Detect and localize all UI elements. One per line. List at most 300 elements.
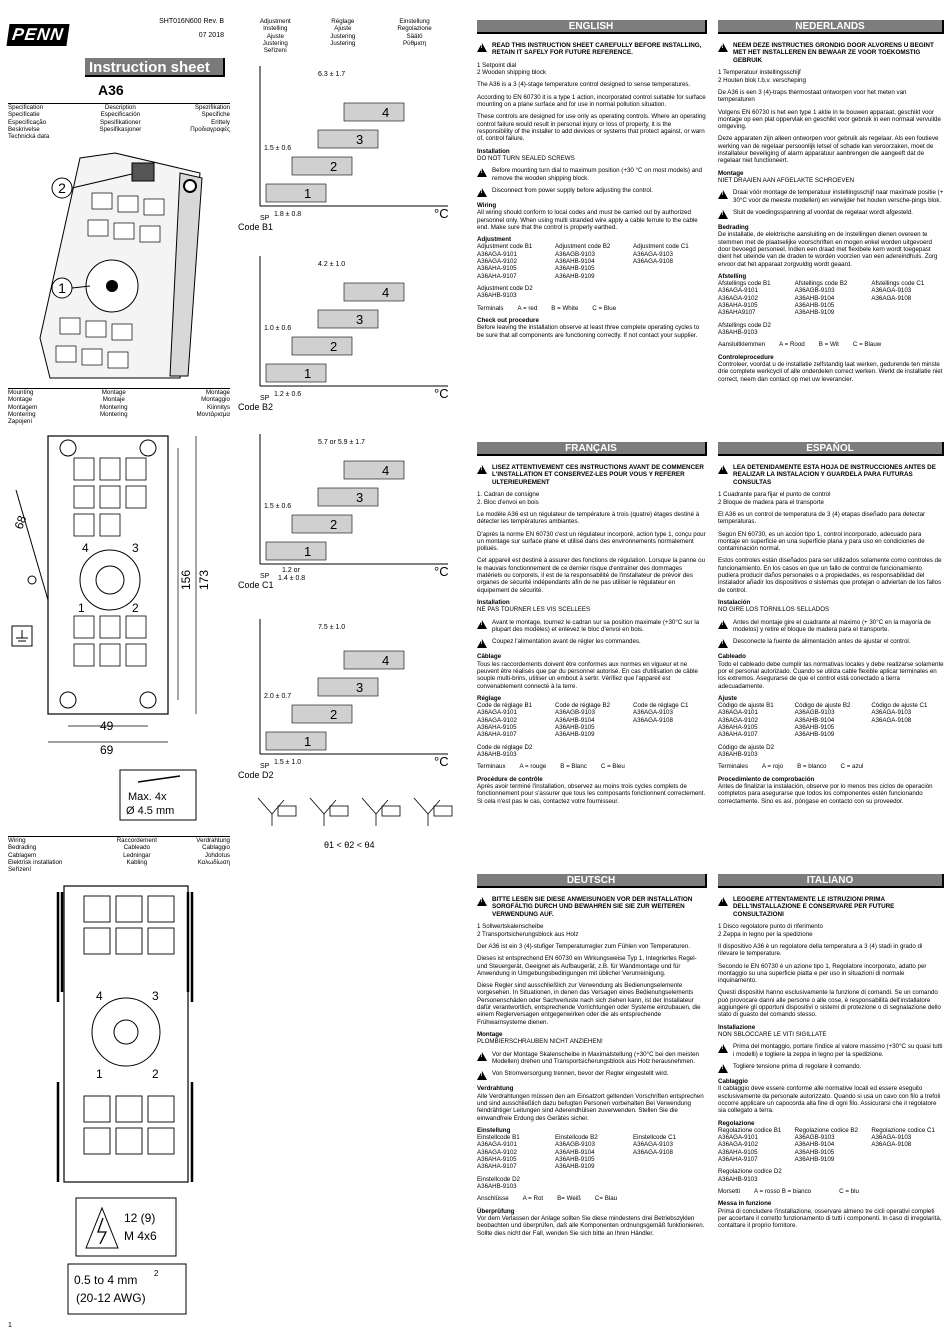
terminal-label: Terminales bbox=[718, 763, 748, 771]
caution-block bbox=[477, 187, 707, 197]
adjustment-code-column bbox=[871, 1127, 944, 1164]
description-paragraph: According to EN 60730 it is a type 1 action, incorporated control suitable for surface mounting on a plane surface and for use in normal pollution situation. bbox=[477, 93, 706, 109]
spec-label: Technická data bbox=[8, 133, 50, 141]
adjustment-code-header: Code de réglage C1 bbox=[633, 702, 689, 710]
adjustment-heading: Adjustment bbox=[477, 236, 512, 244]
wire-size: 0.5 to 4 mm bbox=[74, 1273, 138, 1287]
description-paragraph: Dieses ist entsprechend EN 60730 ein Wirkungsweise Typ 1, Integriertes Regel- und Steuergerät, Geeignet als Aufbaugerät, z.B. für Wandmontage und für Anwendung in Umgebungsbedingungen mit üblicher Verunreinigung. bbox=[477, 955, 697, 977]
screw-count: Max. 4x bbox=[128, 791, 167, 803]
adjustment-code-header: Código de ajuste B1 bbox=[718, 702, 774, 710]
caution-block bbox=[718, 619, 944, 634]
caution-icon bbox=[477, 188, 487, 197]
terminals-row bbox=[477, 305, 707, 312]
caution-block bbox=[477, 1051, 707, 1066]
wiring-heading: Bedrading bbox=[718, 223, 749, 231]
check-text: Before leaving the installation observe at least three complete operating cycles to be sure that all components are functioning correctly. If not contact your supplier. bbox=[477, 324, 700, 339]
description-paragraph: Cet appareil est destiné à assurer des fonctions de régulation. Lorsque la panne ou le mauvais fonctionnement de ce dernier risque d'entraîner des dommages matériels ou corporels, il est de la responsabilité de l'installateur de prévoir des organes de sécurité indépendants afin de ne pas utiliser le régulateur en équipement de sécurité. bbox=[477, 557, 706, 594]
adjustment-code-value: A36AGB-9103 bbox=[555, 1141, 595, 1149]
adjustment-code-d2-value: A36AHB-9103 bbox=[477, 1183, 517, 1191]
warning-text: READ THIS INSTRUCTION SHEET CAREFULLY BEFORE INSTALLING, RETAIN IT SAFELY FOR FUTURE REFERENCE. bbox=[492, 42, 702, 57]
warning-block bbox=[718, 896, 944, 918]
caution-text: Von Stromversorgung trennen, bevor der Regler eingestellt wird. bbox=[492, 1070, 669, 1078]
caution-block bbox=[477, 619, 707, 634]
wiring-label: Kabling bbox=[126, 858, 148, 866]
document-date: 07 2018 bbox=[198, 32, 224, 39]
caution-text: Draai vóór montage de temperatuur instellingsschijf naar maximale positie (+ 30°C voor de meeste modellen) en verwijder het houten versche-pings blok. bbox=[733, 189, 944, 204]
chart-code-b2 bbox=[238, 252, 456, 412]
adjustment-code-column bbox=[871, 280, 944, 317]
stage-bar-3 bbox=[318, 310, 378, 328]
stage-number-2: 2 bbox=[330, 159, 338, 174]
adjustment-code-header: Código de ajuste B2 bbox=[794, 702, 851, 710]
adjust-label: Säätö bbox=[406, 32, 423, 40]
description-paragraph: Diese Regler sind ausschließlich zur Verwendung als Bedienungselemente vorgesehen. In Situationen, in denen das Versagen eines Bedienungselements Personenschäden oder Sachverluste nach sich ziehen kann, ist der Installateur dafür verantwortlich, entsprechende Vorrichtungen oder Systeme einzubauen, die einem Reglerversagen entgegenwirken oder die als entsprechende Frühwarnsysteme dienen. bbox=[477, 982, 701, 1026]
parts-item: 2 Transportsicherungsblock aus Holz bbox=[477, 930, 579, 938]
setpoint-label: SP bbox=[260, 763, 270, 770]
adjustment-code-column bbox=[555, 1134, 629, 1171]
warning-block bbox=[477, 464, 707, 486]
adjust-label: Adjustment bbox=[259, 18, 291, 25]
parts-list bbox=[477, 923, 707, 938]
warning-icon bbox=[718, 43, 728, 52]
adjustment-code-value: A36AHA-9105 bbox=[477, 1156, 517, 1164]
adjustment-code-column bbox=[477, 243, 551, 280]
spec-label: Erittely bbox=[211, 118, 230, 126]
caution-block bbox=[718, 1043, 944, 1058]
adjust-label: Einstellung bbox=[399, 18, 430, 25]
caution-text: Avant le montage, tournez le cadran sur sa position maximale (+30°C sur la plupart des modèles) et enlevez le bloc d'envoi en bois. bbox=[492, 618, 700, 633]
stage-bar-1 bbox=[266, 732, 326, 750]
caution-icon bbox=[718, 190, 728, 199]
warning-block bbox=[718, 42, 944, 64]
wiring-heading: Wiring bbox=[477, 201, 497, 209]
stage-bar-1 bbox=[266, 542, 326, 560]
adjustment-code-value: A36AHB-9104 bbox=[794, 294, 835, 302]
caution-icon bbox=[718, 1064, 728, 1073]
warning-block bbox=[477, 896, 707, 918]
caution-text: Antes del montaje gire el cuadrante al máximo (+ 30°C en la mayoría de modelos) y retire el bloque de madera para el transporte. bbox=[733, 618, 931, 633]
wiring-term-1: 1 bbox=[96, 1067, 103, 1081]
stage-number-3: 3 bbox=[356, 132, 364, 147]
adjustment-code-header: Adjustment code C1 bbox=[633, 243, 689, 251]
check-text: Prima di concludere l'installazione, osservare almeno tre cicli operativi completi per accertare il corretto funzionamento di tutti i componenti. In caso di irregolarità, contattare il proprio fornitore. bbox=[718, 1207, 942, 1230]
adjustment-code-value: A36AGA-9103 bbox=[633, 250, 673, 258]
stage-bar-3 bbox=[318, 130, 378, 148]
espanol-section bbox=[718, 464, 944, 810]
stage-number-3: 3 bbox=[356, 312, 364, 327]
stage-number-1: 1 bbox=[304, 366, 312, 381]
terminals-row bbox=[477, 763, 707, 770]
spec-label: Description bbox=[104, 104, 136, 111]
caution-block bbox=[477, 638, 707, 648]
adjustment-code-value: A36AHB-9104 bbox=[555, 1148, 595, 1156]
setpoint-label: SP bbox=[260, 573, 270, 580]
wiring-heading: Câblage bbox=[477, 653, 502, 661]
wiring-heading: Cableado bbox=[718, 653, 746, 661]
adjustment-code-value: A36AHA-9105 bbox=[718, 302, 758, 310]
adjustment-heading: Regolazione bbox=[718, 1119, 755, 1127]
spec-language-table bbox=[8, 103, 230, 141]
adjustment-code-value: A36AHA-9107 bbox=[477, 1163, 517, 1171]
adjustment-code-value: A36AHA-9107 bbox=[477, 272, 517, 280]
wiring-label: Raccordement bbox=[116, 837, 157, 844]
spec-label: Specifiche bbox=[201, 111, 230, 119]
stage-bar-2 bbox=[292, 705, 352, 723]
stage-number-4: 4 bbox=[382, 653, 390, 668]
terminal-label: C = azul bbox=[840, 763, 864, 771]
check-heading: Procédure de contrôle bbox=[477, 775, 543, 783]
terminal-label: A = rojo bbox=[761, 763, 784, 771]
parts-item: 2 Wooden shipping block bbox=[477, 69, 547, 77]
wiring-label: Cablagem bbox=[8, 851, 37, 859]
terminal-3-label: 3 bbox=[132, 541, 139, 555]
adjustment-code-value: A36AHB-9105 bbox=[794, 1148, 835, 1156]
wiring-label: Verdrahtung bbox=[196, 837, 230, 844]
adjustment-code-value: A36AGA-9108 bbox=[633, 258, 673, 266]
adjustment-code-value: A36AGA-9103 bbox=[871, 1134, 912, 1142]
bottom-tolerance: 1.8 ± 0.8 bbox=[274, 211, 302, 218]
adjust-label: Instelling bbox=[263, 25, 288, 33]
adjustment-code-d2-value: A36AHB-9103 bbox=[477, 751, 517, 759]
chart-code-label: Code B2 bbox=[238, 402, 274, 412]
description-paragraph: These controls are designed for use only as operating controls. Where an operating control failure would result in personal injury or loss of property, it is the responsibility of the installer to add devices or systems that protect against, or warn of, control failure. bbox=[477, 113, 706, 143]
adjustment-codes-grid bbox=[718, 702, 944, 739]
stage-number-1: 1 bbox=[304, 544, 312, 559]
adjustment-code-value: A36AGA-9102 bbox=[718, 1141, 758, 1149]
mount-label: Mounting bbox=[8, 389, 34, 396]
adjustment-code-d2-header: Afstellings code D2 bbox=[718, 321, 771, 329]
stage-number-1: 1 bbox=[304, 186, 312, 201]
mount-label: Zapojení bbox=[8, 418, 33, 426]
switch-symbols bbox=[238, 792, 456, 854]
spec-label: Specificatie bbox=[8, 111, 40, 119]
warning-icon bbox=[718, 897, 728, 906]
wiring-text: All wiring should conform to local codes and must be carried out by authorized personnel only. When using multi stranded wire apply a cable ferrule to the cable end. Make sure that the control is properly earthed. bbox=[477, 209, 698, 231]
adjustment-heading: Afstelling bbox=[718, 272, 747, 280]
adjustment-code-value: A36AHB-9104 bbox=[794, 1141, 835, 1149]
stage-bar-1 bbox=[266, 364, 326, 382]
adjust-label: Justering bbox=[330, 32, 356, 40]
adjustment-code-column bbox=[555, 702, 629, 739]
warning-block bbox=[718, 464, 944, 486]
installation-heading: Montage bbox=[718, 169, 744, 177]
installation-heading: Installation bbox=[477, 599, 510, 607]
stage-number-2: 2 bbox=[330, 707, 338, 722]
adjustment-codes-grid bbox=[718, 1127, 944, 1164]
stage-number-1: 1 bbox=[304, 734, 312, 749]
parts-item: 1. Cadran de consigne bbox=[477, 491, 540, 499]
stage-bar-4 bbox=[344, 283, 404, 301]
check-heading: Überprüfung bbox=[477, 1207, 515, 1215]
top-tolerance: 5.7 or 5.9 ± 1.7 bbox=[318, 439, 366, 446]
description-paragraph: Il dispositivo A36 è un regolatore della temperatura a 3 (4) stadi in grado di rilevare le temperature. bbox=[718, 942, 923, 958]
adjustment-code-d2-value: A36AHB-9103 bbox=[718, 1175, 758, 1183]
wiring-language-table bbox=[8, 836, 230, 874]
warning-icon bbox=[477, 43, 487, 52]
adjustment-code-value: A36AHB-9109 bbox=[555, 731, 595, 739]
wire-awg: (20-12 AWG) bbox=[76, 1291, 146, 1305]
adjustment-code-column bbox=[633, 702, 707, 739]
terminal-label: C = Blue bbox=[592, 304, 617, 312]
adjustment-code-column bbox=[718, 702, 791, 739]
adjustment-code-value: A36AGA-9103 bbox=[871, 287, 912, 295]
wiring-text: Todo el cableado debe cumplir las normativas locales y debe realizarse solamente por el personal autorizado. Cuando se utiliza cable flexible aplicar terminales en los extremos. Asegurarse de que el control está conectado a tierra adecuadamente. bbox=[718, 660, 944, 690]
adjustment-code-d2-header: Regolazione codice D2 bbox=[718, 1168, 782, 1176]
wiring-heading: Verdrahtung bbox=[477, 1085, 514, 1093]
check-text: Après avoir terminé l'installation, observez au moins trois cycles complets de fonctionnement pour s'assurer que tous les composants fonctionnent correctement. Si cela n'est pas le cas, contactez votre fournisseur. bbox=[477, 782, 706, 805]
adjustment-code-value: A36AGB-9103 bbox=[794, 709, 835, 717]
wiring-text: Tous les raccordements doivent être conformes aux normes en vigueur et ne peuvent être réalisés que par du personnel autorisé. En cas d'utilisation de câble souple multi-brins, utiliser un embout à sertir. Vérifiez que l'appareil est convenablement connecté à la terre. bbox=[477, 660, 698, 690]
caution-block bbox=[718, 638, 944, 648]
document-reference: SHT016N600 Rev. B bbox=[159, 18, 224, 25]
setpoint-label: SP bbox=[260, 395, 270, 402]
parts-item: 1 Cuadrante para fijar el punto de control bbox=[718, 491, 831, 499]
description-paragraph: Le modèle A36 est un régulateur de température à trois (quatre) étages destiné à détecter les températures ambiantes. bbox=[477, 510, 700, 526]
adjustment-code-header: Regolazione codice B2 bbox=[794, 1126, 858, 1134]
mount-label: Montage bbox=[205, 389, 230, 396]
wiring-drawing bbox=[40, 882, 210, 1322]
check-text: Antes de finalizar la instalación, observe por lo menos tres ciclos de operación completos para asegurarse que todos los componentes estén funcionando correctamente. Sino es así, póngase en contacto con su proveedor. bbox=[718, 782, 933, 805]
terminals-row bbox=[718, 341, 944, 348]
adjustment-code-value: A36AGA-9102 bbox=[477, 258, 517, 266]
installation-heading: Installazione bbox=[718, 1023, 756, 1031]
stage-bar-4 bbox=[344, 461, 404, 479]
adjustment-code-value: A36AHA-9105 bbox=[477, 265, 517, 273]
adjustment-code-header: Código de ajuste C1 bbox=[871, 702, 928, 710]
adjustment-heading: Einstellung bbox=[477, 1126, 511, 1134]
spec-label: Προδιαγραφές bbox=[190, 125, 230, 133]
adjustment-code-header: Adjustment code B1 bbox=[477, 243, 533, 251]
adjustment-code-column bbox=[633, 243, 707, 280]
adjustment-code-value: A36AHB-9105 bbox=[555, 1156, 595, 1164]
francais-section bbox=[477, 464, 707, 810]
spec-label: Specification bbox=[8, 104, 44, 111]
spec-label: Beskrivelse bbox=[8, 125, 40, 133]
check-heading: Controleprocedure bbox=[718, 353, 774, 361]
stage-number-2: 2 bbox=[330, 517, 338, 532]
mount-label: Montaje bbox=[102, 396, 125, 404]
stage-number-4: 4 bbox=[382, 463, 390, 478]
stage-number-2: 2 bbox=[330, 339, 338, 354]
warning-text: NEEM DEZE INSTRUCTIES GRONDIG DOOR ALVORENS U BEGINT MET HET INSTALLEREN EN BEWAAR ZE VOOR TOEKOMSTIG GEBRUIK bbox=[733, 42, 934, 64]
bottom-tolerance: 1.2 or bbox=[282, 567, 300, 574]
adjustment-code-header: Adjustment code B2 bbox=[555, 243, 611, 251]
description-paragraph: El A36 es un control de temperatura de 3 (4) etapas diseñado para detectar temperaturas. bbox=[718, 510, 926, 526]
caution-text: Desconecte la fuente de alimentación antes de ajustar el control. bbox=[733, 638, 911, 646]
mid-tolerance: 1.5 ± 0.6 bbox=[264, 145, 292, 152]
warning-icon bbox=[718, 465, 728, 474]
adjustment-code-value: A36AGA-9108 bbox=[633, 716, 673, 724]
stage-bar-2 bbox=[292, 515, 352, 533]
stage-bar-1 bbox=[266, 184, 326, 202]
installation-text: NO GIRE LOS TORNILLOS SELLADOS bbox=[718, 606, 830, 614]
terminal-label: C = Bleu bbox=[600, 763, 625, 771]
adjustment-codes-grid bbox=[718, 280, 944, 317]
caution-icon bbox=[718, 639, 728, 648]
stage-bar-4 bbox=[344, 103, 404, 121]
unit-label: °C bbox=[434, 386, 449, 401]
adjustment-code-value: A36AGA-9108 bbox=[871, 716, 912, 724]
wiring-label: Johdotus bbox=[204, 851, 230, 859]
mid-tolerance: 1.5 ± 0.6 bbox=[264, 503, 292, 510]
adjustment-codes-grid bbox=[477, 1134, 707, 1171]
adjustment-code-value: A36AGA-9101 bbox=[477, 1141, 517, 1149]
model-name: A36 bbox=[98, 82, 124, 98]
caution-icon bbox=[477, 620, 487, 629]
terminal-label: A = rosso B = bianco bbox=[754, 1188, 812, 1196]
adjustment-code-value: A36AHB-9105 bbox=[555, 724, 595, 732]
parts-item: 2. Bloc d'envoi en bois bbox=[477, 498, 539, 506]
spec-label: Spezifikation bbox=[194, 104, 230, 111]
mount-label: Μοντάρισμα bbox=[196, 410, 230, 418]
adjustment-code-column bbox=[477, 1134, 551, 1171]
mid-tolerance: 2.0 ± 0.7 bbox=[264, 693, 292, 700]
adjust-label: Regolazione bbox=[397, 25, 432, 33]
adjustment-code-value: A36AHB-9109 bbox=[794, 1156, 835, 1164]
mount-label: Montage bbox=[8, 396, 33, 404]
terminal-label: A = Rot bbox=[522, 1195, 544, 1203]
adjust-label: Ρύθμιση bbox=[402, 39, 427, 47]
mount-label: Montage bbox=[101, 389, 126, 396]
wiring-label: Bedrading bbox=[8, 844, 37, 852]
unit-label: °C bbox=[434, 564, 449, 579]
adjustment-code-value: A36AHA9107 bbox=[718, 309, 756, 317]
adjustment-code-value: A36AHB-9109 bbox=[555, 272, 595, 280]
adjustment-code-value: A36AGA-9108 bbox=[871, 294, 912, 302]
warning-text: LISEZ ATTENTIVEMENT CES INSTRUCTIONS AVANT DE COMMENCER L'INSTALLATION ET CONSERVEZ-LES POUR VOUS Y REFERER ULTERIEUREMENT bbox=[492, 464, 704, 486]
terminal-label: Terminals bbox=[477, 304, 504, 312]
adjustment-code-column bbox=[795, 702, 868, 739]
adjustment-code-value: A36AGA-9103 bbox=[633, 1141, 673, 1149]
adjustment-code-value: A36AHB-9105 bbox=[794, 724, 835, 732]
description-paragraph: Estos controles están diseñados para ser utilizados solamente como controles de funcionamiento. En los casos en que un fallo de control de funcionamiento pudiera producir daños personales o a propiedades, es responsabilidad del instalador añadir los dispositivos o sistemas que protejan o adviertan de los fallos de control. bbox=[718, 557, 942, 594]
caution-block bbox=[477, 167, 707, 182]
caution-block bbox=[718, 1063, 944, 1073]
adjustment-code-d2-header: Einstellcode D2 bbox=[477, 1175, 520, 1183]
terminal-label: B = Wit bbox=[818, 341, 839, 349]
adjustment-code-column bbox=[633, 1134, 707, 1171]
parts-list bbox=[718, 69, 944, 84]
parts-list bbox=[718, 923, 944, 938]
adjustment-code-value: A36AGA-9102 bbox=[477, 1148, 517, 1156]
wiring-label: Seřízení bbox=[8, 866, 32, 874]
wiring-label: Καλωδίωση bbox=[197, 858, 230, 866]
adjustment-code-value: A36AGA-9101 bbox=[477, 709, 517, 717]
deutsch-header: DEUTSCH bbox=[477, 874, 707, 888]
adjustment-code-column bbox=[795, 280, 868, 317]
description-paragraph: Según EN 60730, es un acción tipo 1, control incorporado, adecuado para montaje en superficie en una superficie plana y para uso en condiciones de contaminación normal. bbox=[718, 530, 925, 553]
adjustment-code-value: A36AGB-9103 bbox=[794, 287, 835, 295]
adjustment-code-header: Einstellcode B2 bbox=[555, 1134, 598, 1142]
adjustment-code-value: A36AHB-9104 bbox=[555, 716, 595, 724]
adjustment-heading: Réglage bbox=[477, 694, 502, 702]
caution-icon bbox=[477, 1052, 487, 1061]
adjustment-code-header: Afstellings code B1 bbox=[718, 280, 771, 288]
adjustment-code-value: A36AHB-9104 bbox=[794, 716, 835, 724]
caution-text: Before mounting turn dial to maximum position (+30 °C on most models) and remove the wooden shipping block. bbox=[492, 167, 703, 182]
adjustment-code-value: A36AHA-9105 bbox=[477, 724, 517, 732]
caution-block bbox=[718, 209, 944, 219]
description-paragraph: D'après la norme EN 60730 c'est un régulateur incorporé, action type 1, conçu pour un montage sur surface plane et utilisé dans des environnements normalement pollués. bbox=[477, 530, 706, 553]
dim-69: 69 bbox=[100, 743, 114, 757]
stage-number-4: 4 bbox=[382, 105, 390, 120]
francais-header: FRANÇAIS bbox=[477, 442, 707, 456]
terminal-label: C = Blauw bbox=[852, 341, 882, 349]
adjustment-code-value: A36AHB-9105 bbox=[555, 265, 595, 273]
terminal-label: B = White bbox=[551, 304, 579, 312]
adjustment-code-value: A36AHB-9109 bbox=[555, 1163, 595, 1171]
installation-text: PLOMBIERSCHRAUBEN NICHT ANZIEHEN! bbox=[477, 1038, 603, 1046]
caution-icon bbox=[718, 620, 728, 629]
mount-label: Montagem bbox=[8, 403, 38, 411]
terminal-label: Aansluitklemmen bbox=[718, 341, 766, 349]
stage-number-3: 3 bbox=[356, 680, 364, 695]
chart-code-b1 bbox=[238, 62, 456, 232]
description-paragraph: Der A36 ist ein 3 (4)-stufiger Temperaturregler zum Fühlen von Temperaturen. bbox=[477, 942, 690, 950]
espanol-header: ESPAÑOL bbox=[718, 442, 944, 456]
terminal-label: Anschlüsse bbox=[477, 1195, 509, 1203]
description-paragraph: Volgens EN 60730 is het een type 1 aktie in te bouwen apparaat, geschikt voor montage op een plat oppervlak en geschikt voor gebruik in een normaal vervuilde omgeving. bbox=[718, 108, 941, 131]
parts-item: 1 Setpoint dial bbox=[477, 61, 517, 69]
wiring-label: Cablaggio bbox=[202, 844, 230, 852]
top-tolerance: 7.5 ± 1.0 bbox=[318, 624, 346, 631]
warning-text: BITTE LESEN SIE DIESE ANWEISUNGEN VOR DER INSTALLATION SORGFÄLTIG DURCH UND BEWAHREN SIE SIE ZUR WEITEREN VERWENDUNG AUF. bbox=[492, 896, 693, 918]
terminals-row bbox=[718, 763, 944, 770]
wiring-label: Ledningar bbox=[123, 851, 151, 859]
description-paragraph: The A36 is a 3 (4)-stage temperature control designed to sense temperatures. bbox=[477, 81, 691, 89]
chart-code-c1 bbox=[238, 430, 456, 590]
check-heading: Procedimiento de comprobación bbox=[718, 775, 815, 783]
adjustment-code-header: Regolazione codice B1 bbox=[718, 1126, 782, 1134]
parts-list bbox=[477, 491, 707, 506]
dim-156: 156 bbox=[179, 569, 193, 590]
unit-label: °C bbox=[434, 206, 449, 221]
wiring-term-4: 4 bbox=[96, 989, 103, 1003]
adjustment-code-value: A36AGA-9102 bbox=[718, 294, 758, 302]
wiring-text: Il cablaggio deve essere conforme alle normative locali ed essere eseguito esclusivamente da personale autorizzato. Quando si usa un cavo con filo a trefoli occorre applicare un capocorda alla fine di ogni filo. Assicurarsi che il regolatore sia collegato a terra. bbox=[718, 1085, 941, 1115]
adjustment-code-column bbox=[795, 1127, 868, 1164]
adjustment-code-value: A36AGA-9108 bbox=[633, 1148, 673, 1156]
stage-bar-2 bbox=[292, 157, 352, 175]
callout-1: 1 bbox=[58, 280, 66, 296]
caution-text: Sluit de voedingsspanning af voordat de regelaar wordt afgesteld. bbox=[733, 208, 913, 216]
dim-68: 68 bbox=[11, 513, 30, 532]
adjustment-code-value: A36AGA-9103 bbox=[871, 709, 912, 717]
adjustment-code-header: Regolazione codice C1 bbox=[871, 1126, 935, 1134]
warning-text: LEA DETENIDAMENTE ESTA HOJA DE INSTRUCCIONES ANTES DE REALIZAR LA INSTALACION Y GUARDELA PARA FUTURAS CONSULTAS bbox=[733, 464, 936, 486]
wiring-heading: Cablaggio bbox=[718, 1077, 748, 1085]
theta-formula: θ1 < θ2 < θ4 bbox=[324, 840, 375, 850]
screw-diameter: Ø 4.5 mm bbox=[126, 805, 175, 817]
terminal-1-label: 1 bbox=[78, 601, 85, 615]
adjustment-code-value: A36AHA-9105 bbox=[718, 1148, 758, 1156]
adjustment-codes-grid bbox=[477, 243, 707, 280]
adjustment-code-header: Afstellings code C1 bbox=[871, 280, 925, 288]
installation-text: DO NOT TURN SEALED SCREWS bbox=[477, 154, 575, 162]
wiring-label: Elektrisk installation bbox=[8, 858, 63, 866]
adjustment-code-value: A36AGA-9101 bbox=[718, 1134, 758, 1142]
top-tolerance: 6.3 ± 1.7 bbox=[318, 71, 346, 78]
top-tolerance: 4.2 ± 1.0 bbox=[318, 261, 346, 268]
stage-bar-3 bbox=[318, 678, 378, 696]
caution-block bbox=[718, 189, 944, 204]
mount-label: Montering bbox=[100, 403, 128, 411]
caution-text: Togliere tensione prima di regolare il comando. bbox=[733, 1062, 862, 1070]
stage-bar-3 bbox=[318, 488, 378, 506]
terminal-label: A = Rood bbox=[779, 341, 805, 349]
caution-icon bbox=[477, 168, 487, 177]
nederlands-section bbox=[718, 42, 944, 388]
